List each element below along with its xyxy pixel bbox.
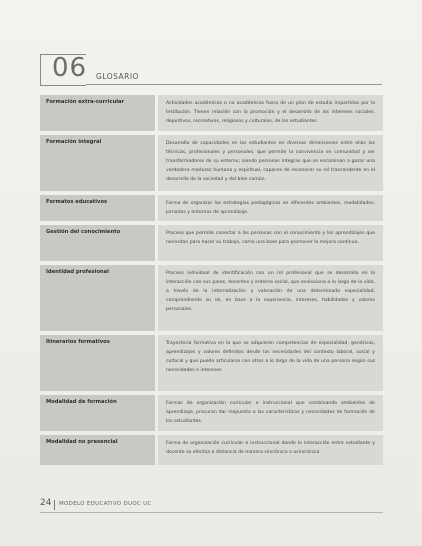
glossary-row — [40, 395, 383, 431]
glossary-definition: Forma de organización curricular e instruccional donde la interacción entre estudiante y docente se efectúa a distancia de manera sincrónica o asincrónica. — [158, 435, 383, 465]
glossary-definition: Proceso que permite conectar a las personas con el conocimiento y los aprendizajes que necesitan para hacer su trabajo, como una base para promover la mejora continua. — [158, 225, 383, 261]
glossary-definition: Formas de organización curricular e instruccional que combinando ambientes de aprendizaje, procuran dar respuesta a las características y necesidades de formación de los estudiantes. — [158, 395, 383, 431]
glossary-term: Gestión del conocimiento — [40, 225, 155, 261]
footer-separator — [54, 500, 55, 510]
glossary-row — [40, 95, 383, 131]
glossary-row — [40, 225, 383, 261]
glossary-row — [40, 435, 383, 465]
publication-title: MODELO EDUCATIVO DUOC UC — [59, 501, 152, 507]
page-number: 24 — [40, 498, 52, 508]
glossary-definition: Trayectoria formativa en la que se adquieren competencias de especialidad, genéricas, aprendizajes y valores definidos desde las necesidades del contexto laboral, social y cultural y que puede articularse con otros a lo largo de la vida de una persona según sus necesidades e intereses. — [158, 335, 383, 391]
glossary-term: Formación extra-curricular — [40, 95, 155, 131]
glossary-row — [40, 135, 383, 191]
glossary-term: Itinerarios formativos — [40, 335, 155, 391]
glossary-term: Formatos educativos — [40, 195, 155, 221]
glossary-row — [40, 335, 383, 391]
glossary-term: Identidad profesional — [40, 265, 155, 331]
glossary-definition: Forma de organizar las estrategias pedagógicas en diferentes ambientes, modalidades, jornadas y entornos de aprendizaje. — [158, 195, 383, 221]
glossary-row — [40, 195, 383, 221]
glossary-term: Modalidad no presencial — [40, 435, 155, 465]
glossary-definition: Desarrollo de capacidades en los estudiantes en diversas dimensiones entre ellas las técnicas, profesionales y personales, que permite la convivencia en comunidad y ser transformadores de su entorno; siendo personas íntegras que se encaminan a gozar una verdadera madurez humana y espiritual, capaces de reconocer su rol trascendente en el desarrollo de la sociedad y del bien común. — [158, 135, 383, 191]
chapter-number: 06 — [52, 53, 88, 83]
glossary-row — [40, 265, 383, 331]
section-title: GLOSARIO — [96, 72, 139, 81]
glossary-definition: Proceso individual de identificación con un rol profesional que se desarrolla en la interacción con sus pares, docentes y entorno social, que evoluciona a lo largo de la vida, a través de la internalización y valoración de una determinada especialidad, comprendiendo su rol, en base a la experiencia, intereses, habilidades y valores personales. — [158, 265, 383, 331]
glossary-term: Formación integral — [40, 135, 155, 191]
header-rule — [86, 84, 382, 85]
glossary-term: Modalidad de formación — [40, 395, 155, 431]
footer-rule — [40, 512, 383, 513]
glossary-definition: Actividades académicas o no académicas fuera de un plan de estudio impartidas por la Institución. Tienen relación con la promoción y el desarrollo de los intereses sociales, deportivos, recreativos, religiosos y culturales, de los estudiantes. — [158, 95, 383, 131]
